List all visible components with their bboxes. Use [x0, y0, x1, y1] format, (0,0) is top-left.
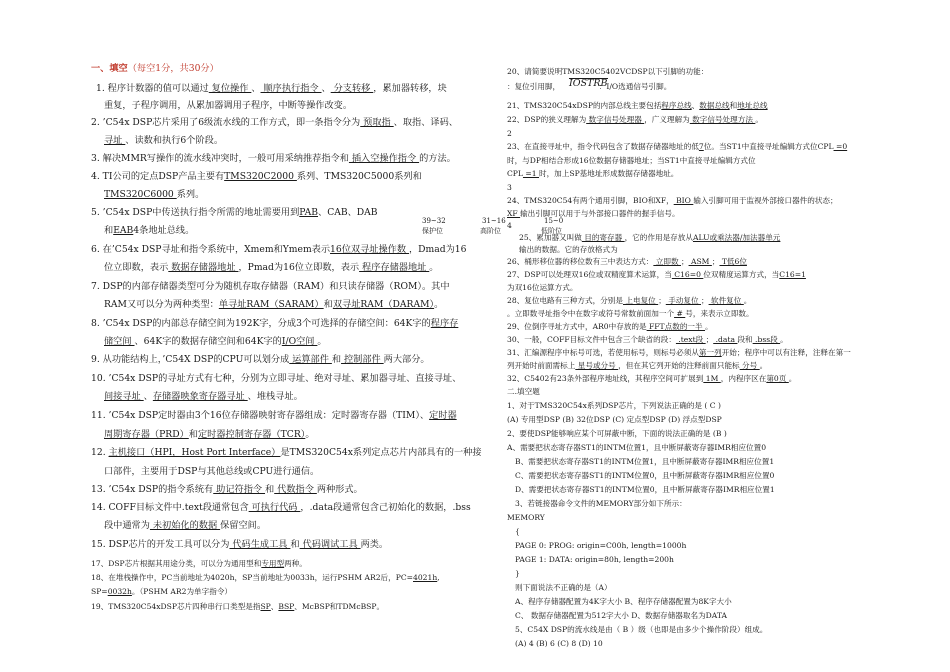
line-text: 28、复位电路有三种方式，分别是: [507, 296, 623, 305]
line-text: 两种。: [284, 559, 307, 568]
question-line: [96, 84, 447, 93]
answer-blank: 分支转移: [330, 83, 374, 94]
answer-blank: 软件复位: [708, 296, 744, 305]
line-text: PAGE 0: PROG: origin=C00h, length=1000h: [515, 541, 687, 550]
line-text: 号，来表示立即数。: [685, 309, 754, 318]
question-line: [507, 323, 713, 331]
question-line: [91, 154, 456, 163]
line-text: 、: [270, 602, 279, 611]
line-text: D、需要把状态寄存器ST1的INTM位置0，且中断屏蔽寄存器IMR相应位置1: [515, 485, 775, 494]
line-text: 。: [788, 374, 797, 383]
question-line: [507, 157, 756, 165]
question-line: [507, 170, 678, 178]
question-line: [515, 556, 674, 564]
question-line: [515, 486, 775, 494]
question-line: [507, 416, 722, 424]
bit-range-label: 15~0: [544, 217, 564, 225]
line-text: 。: [317, 336, 327, 347]
line-text: RAM又可以分为两种类型：: [104, 299, 219, 310]
bit-range-label: 高阶位: [480, 227, 501, 235]
answer-blank: 代码调试工具: [299, 539, 361, 550]
line-text: 10. ’C54x DSP的寻址方式有七种，分别为立即寻址、绝对寻址、累加器寻址、直接寻址、: [91, 373, 462, 384]
question-line: [515, 640, 603, 648]
question-line: [507, 362, 767, 370]
question-line: [91, 560, 307, 568]
answer-blank: 程序总线: [661, 101, 692, 110]
line-text: 20、请简要说明TMS320C5402VCDSP以下引脚的功能：: [507, 67, 709, 76]
line-text: 系列。: [176, 189, 205, 200]
answer-blank: .bss段: [752, 335, 781, 344]
line-text: (A) 4 (B) 6 (C) 8 (D) 10: [515, 639, 603, 648]
line-text: 23、在直接寻址中，指令代码包含了数据存储器地址的低: [507, 142, 699, 151]
question-line: [91, 603, 384, 611]
line-text: 。立即数寻址指令中在数字或符号常数前面加一个: [507, 309, 675, 318]
answer-blank: 助记符指令: [213, 484, 266, 495]
answer-blank: BSP: [278, 602, 295, 611]
question-line: [104, 136, 223, 145]
line-text: ，.data段通常包含己初始化的数据，.bss: [300, 502, 471, 513]
answer-blank: 数据总线: [699, 101, 730, 110]
line-text: 29、位倒序寻址方式中，AR0中存放的是: [507, 322, 647, 331]
line-text: ，它的作用是存放从: [624, 233, 693, 242]
answer-blank: 可执行代码: [248, 502, 301, 513]
line-text: ；: [705, 335, 714, 344]
answer-blank: ASM: [688, 257, 712, 266]
line-text: 3、若链接器命令文件的MEMORY部分如下所示：: [515, 499, 687, 508]
line-text: 12.: [91, 447, 109, 458]
question-line: [515, 500, 687, 508]
line-text: B、需要把状态寄存器ST1的INTM位置1，且中断屏蔽寄存器IMR相应位置1: [515, 457, 775, 466]
answer-blank: .data: [713, 335, 738, 344]
answer-blank: 数字信号处理器: [586, 115, 645, 124]
line-text: 24、TMS320C54有两个通用引脚，BIO和XF，: [507, 196, 674, 205]
answer-blank: 代数指令: [274, 484, 317, 495]
section-heading: [91, 64, 219, 73]
line-text: ：I/O选通信号引脚。: [598, 82, 672, 91]
line-text: 。: [429, 262, 439, 273]
line-text: 5. ’C54x DSP中传送执行指令所需的地址需要用到: [91, 207, 300, 218]
answer-blank: 未初始化的数据: [149, 520, 221, 531]
answer-blank: 目的寄存器: [581, 233, 625, 242]
line-text: 7. DSP的内部存储器类型可分为随机存取存储器（RAM）和只读存储器（ROM）。其中: [91, 281, 450, 292]
line-text: 重复，子程序调用，从累加器调用子程序，中断等操作改变。: [104, 100, 353, 111]
question-line: [91, 503, 471, 512]
question-line: [515, 598, 732, 606]
question-line: [91, 485, 363, 494]
bit-range-label: 低阶位: [541, 227, 562, 235]
answer-blank: TMS320C2000: [224, 171, 297, 182]
answer-blank: 运算部件: [289, 354, 332, 365]
question-line: [515, 472, 774, 480]
line-text: 、读数和执行6个阶段。: [125, 135, 224, 146]
line-text: 31、汇编源程序中标号可选，若使用标号，则标号必须从: [507, 348, 699, 357]
question-line: [507, 210, 680, 218]
line-text: {: [515, 527, 520, 536]
question-line: [104, 300, 443, 309]
question-line: [104, 521, 266, 530]
line-text: 3: [507, 183, 512, 192]
line-text: 2: [507, 129, 512, 138]
line-text: 。: [305, 429, 315, 440]
line-text: 9. 从功能结构上，’C54X DSP的CPU可以划分成: [91, 354, 290, 365]
line-text: C、需要把状态寄存器ST1的INTM位置0，且中断屏蔽寄存器IMR相应位置0: [515, 471, 775, 480]
answer-blank: 专用型: [261, 559, 285, 568]
question-line: [507, 402, 721, 410]
answer-blank: 间接寻址: [104, 391, 144, 402]
question-line: [507, 444, 766, 452]
heading-title: 一、填空: [91, 63, 128, 74]
answer-blank: XF: [507, 209, 521, 218]
question-line: [104, 430, 315, 439]
question-line: [91, 411, 457, 420]
answer-blank: 单寻址RAM（SARAM）: [218, 299, 324, 310]
line-text: 。: [743, 296, 752, 305]
question-line: [507, 284, 577, 292]
answer-blank: =1: [522, 169, 539, 178]
line-text: 、: [143, 391, 153, 402]
question-line: [519, 234, 780, 242]
line-text: ；: [700, 296, 709, 305]
question-line: [507, 336, 788, 344]
line-text: 时，与DP相结合形成16位数据存储器地址；当ST1中直接寻址编辑方式位: [507, 156, 756, 165]
question-line: [507, 143, 847, 151]
answer-blank: TMS320C6000: [104, 189, 177, 200]
line-text: 2、要使DSP能够响应某个可屏蔽中断，下面的说法正确的是 (B ): [507, 429, 727, 438]
line-text: 位。当ST1中直接寻址编辑方式位CPL: [703, 142, 834, 151]
answer-blank: BIO: [673, 196, 694, 205]
question-line: [515, 542, 686, 550]
line-text: A、程序存储器配置为4K字大小 B、程序存储器配置为8K字大小: [515, 597, 732, 606]
line-text: ，广义理解为: [644, 115, 690, 124]
line-text: 5、C54X DSP的流水线是由（ B ）级（也即是由多少个操作阶段）组成。: [515, 625, 768, 634]
iostrb-signal-label: IOSTRB: [569, 78, 608, 89]
answer-blank: C16=0: [671, 270, 704, 279]
line-text: 15. DSP芯片的开发工具可以分为: [91, 539, 230, 550]
question-line: [515, 528, 520, 536]
line-text: 和: [290, 539, 300, 550]
answer-blank: 定时器控制寄存器（TCR）: [197, 429, 306, 440]
answer-blank: 4021h: [413, 573, 438, 582]
question-line: [104, 392, 303, 401]
line-text: 、: [251, 83, 261, 94]
line-text: ；: [680, 257, 689, 266]
line-text: ；: [658, 296, 666, 305]
line-text: (A) 专用型DSP (B) 32位DSP (C) 定点型DSP (D) 浮点型DSP: [507, 415, 722, 424]
question-line: [507, 197, 838, 205]
line-text: 保留空间。: [220, 520, 267, 531]
line-text: 列开始时前面需标上: [507, 361, 576, 370]
line-text: 输出的数据。它的存放格式为: [519, 245, 618, 254]
line-text: 、CAB、DAB: [318, 207, 378, 218]
answer-blank: C16=1: [779, 270, 806, 279]
question-line: [507, 349, 851, 357]
line-text: 27、DSP可以处理双16位或双精度算术运算，当: [507, 270, 672, 279]
line-text: ,: [437, 573, 440, 582]
answer-blank: 寻址: [104, 135, 126, 146]
answer-blank: I/O空间: [281, 336, 318, 347]
answer-blank: 7: [698, 142, 704, 151]
question-line: [104, 101, 352, 110]
question-line: [91, 245, 467, 254]
answer-blank: 储空间: [104, 336, 135, 347]
answer-blank: #: [674, 309, 686, 318]
line-text: }: [515, 569, 520, 578]
line-text: 是TMS320C54x系列定点芯片内部具有的一种接: [280, 447, 482, 458]
line-text: 开始；程序中可以有注释，注释在第一: [721, 348, 851, 357]
line-text: 3. 解决MMR写操作的流水线冲突时，一般可用采纳推荐指令和: [91, 153, 349, 164]
line-text: 。（PSHM AR2为单字指令）: [131, 587, 233, 596]
answer-blank: 手动复位: [665, 296, 701, 305]
answer-blank: =0: [833, 142, 848, 151]
answer-blank: 第0页: [766, 374, 789, 383]
line-text: 。: [705, 322, 713, 331]
answer-blank: 周期寄存器（PRD）: [104, 429, 189, 440]
line-text: 口部件，主要用于DSP与其他总线或CPU进行通信。: [104, 466, 320, 477]
line-text: 。: [759, 361, 768, 370]
line-text: ，Pmad为16位立即数，表示: [238, 262, 360, 273]
line-text: 14. COFF目标文件中.text段通常包含: [91, 502, 249, 513]
line-text: 21、TMS320C54xDSP的内部总线主要包括: [507, 101, 662, 110]
line-text: 时，加上SP基地址形成数据存储器地址。: [539, 169, 679, 178]
line-text: 18、在堆栈操作中，PC当前地址为4020h，SP当前地址为0033h，运行PSHM AR2后，PC=: [91, 573, 414, 582]
answer-blank: 程序存储器地址: [359, 262, 430, 273]
line-text: 。: [755, 115, 763, 124]
question-line: [507, 271, 806, 279]
line-text: 输出引脚可以用于与外部接口器件的握手信号。: [520, 209, 680, 218]
line-text: 。: [434, 299, 444, 310]
question-line: [507, 68, 708, 76]
line-text: 。: [780, 335, 788, 344]
question-line: [91, 448, 482, 457]
answer-blank: 代码生成工具: [229, 539, 291, 550]
question-line: [91, 282, 450, 291]
question-line: [507, 514, 545, 522]
answer-blank: 主机接口（HPI，Host Port Interface）: [108, 447, 281, 458]
answer-blank: 0032h: [107, 587, 132, 596]
line-text: 19、TMS320C54xDSP芯片四种串行口类型是指: [91, 602, 261, 611]
question-line: [91, 540, 388, 549]
line-text: 、McBSP和TDMcBSP。: [294, 602, 385, 611]
question-line: [507, 375, 796, 383]
bit-range-label: 31~16: [482, 217, 506, 225]
line-text: 32、C5402有23条外部程序地址线，其程序空间可扩展到: [507, 374, 704, 383]
answer-blank: 插入空操作指令: [348, 153, 420, 164]
line-text: ，但在其它列开始的注释前面只能标: [618, 361, 740, 370]
line-text: ，Dmad为16: [408, 244, 467, 255]
answer-blank: 顺序执行指令: [260, 83, 322, 94]
line-text: ；: [711, 257, 720, 266]
line-text: 17、DSP芯片根据其用途分类，可以分为通用型和: [91, 559, 262, 568]
line-text: ，内程序区在: [720, 374, 767, 383]
line-text: 和: [729, 101, 738, 110]
line-text: 26、桶形移位器的移位数有三中表达方式：: [507, 257, 654, 266]
answer-blank: T低6位: [719, 257, 747, 266]
line-text: 为双16位运算方式。: [507, 283, 578, 292]
line-text: 二.填空题: [507, 387, 540, 396]
line-text: 25、累加器又叫做: [519, 233, 582, 242]
answer-blank: 1M: [703, 374, 721, 383]
answer-blank: PAB: [299, 207, 319, 218]
line-text: MEMORY: [507, 513, 545, 522]
question-line: [507, 430, 727, 438]
line-text: 和: [265, 484, 275, 495]
question-line: [91, 588, 232, 596]
question-line: [507, 116, 763, 124]
question-line: [507, 310, 754, 318]
heading-note: （每空1分，共30分）: [127, 63, 219, 74]
line-text: 13. ’C54x DSP的指令系统有: [91, 484, 214, 495]
line-text: 、堆栈寻址。: [247, 391, 303, 402]
line-text: 22、DSP的狭义理解为: [507, 115, 587, 124]
line-text: A、需要把状态寄存器ST1的INTM位置1，且中断屏蔽寄存器IMR相应位置0: [507, 443, 767, 452]
line-text: 6. 在’C54x DSP寻址和指令系统中，Xmem和Ymem表示: [91, 244, 331, 255]
question-line: [515, 458, 774, 466]
question-line: [91, 118, 458, 127]
answer-blank: ALU或乘法器/加法器单元: [692, 233, 781, 242]
question-line: [507, 222, 512, 230]
question-line: [91, 172, 422, 181]
line-text: ：复位引用脚，: [507, 82, 561, 91]
line-text: 、: [321, 83, 331, 94]
answer-blank: 程序存: [430, 318, 459, 329]
answer-blank: 第一列: [698, 348, 722, 357]
answer-blank: 16位双寻址操作数: [330, 244, 409, 255]
answer-blank: .text段: [675, 335, 706, 344]
question-line: [104, 190, 204, 199]
line-text: 则下面说法不正确的是（A）: [515, 583, 612, 592]
line-text: 和: [331, 354, 342, 365]
question-line: [507, 297, 751, 305]
line-text: 段和: [737, 335, 753, 344]
answer-blank: 控制部件: [341, 354, 384, 365]
answer-blank: EAB: [113, 225, 134, 236]
answer-blank: 预取指: [360, 117, 394, 128]
line-text: 11. ’C54x DSP定时器由3个16位存储器映射寄存器组成：定时器寄存器（TIM）、: [91, 410, 430, 421]
answer-blank: 复位操作: [208, 83, 252, 94]
line-text: 2. ’C54x DSP芯片采用了6级流水线的工作方式，即一条指令分为: [91, 117, 361, 128]
line-text: 、取指、译码、: [393, 117, 458, 128]
line-text: 位立即数，表示: [104, 262, 169, 273]
question-line: [507, 184, 512, 192]
question-line: [515, 626, 767, 634]
answer-blank: 立即数: [653, 257, 681, 266]
line-text: 和: [104, 225, 114, 236]
line-text: 的方法。: [419, 153, 456, 164]
line-text: 和: [188, 429, 198, 440]
line-text: 1、对于TMS320C54x系列DSP芯片，下列说法正确的是 ( C ): [507, 401, 721, 410]
line-text: 两类。: [360, 539, 389, 550]
line-text: C、 数据存储器配置为512字大小 D、数据存储器取名为DATA: [515, 611, 727, 620]
question-line: [91, 574, 440, 582]
bit-range-label: 39~32: [422, 217, 446, 225]
answer-blank: 存储器映象寄存器寻址: [152, 391, 248, 402]
answer-blank: 双寻址RAM（DARAM）: [332, 299, 435, 310]
bit-range-label: 保护位: [422, 227, 443, 235]
question-line: [91, 355, 430, 364]
answer-blank: 分号: [739, 361, 760, 370]
question-line: [104, 263, 438, 272]
line-text: 1. 程序计数器的值可以通过: [96, 83, 209, 94]
question-line: [507, 130, 512, 138]
question-line: [104, 467, 319, 476]
question-line: [91, 208, 378, 217]
question-line: [515, 612, 727, 620]
line-text: 段中通常为: [104, 520, 150, 531]
question-line: [507, 388, 540, 396]
answer-blank: SP: [260, 602, 271, 611]
question-line: [507, 102, 768, 110]
question-line: [104, 337, 327, 346]
question-line: [91, 319, 458, 328]
question-line: [507, 258, 747, 266]
line-text: PAGE 1: DATA: origin=80h, length=200h: [515, 555, 674, 564]
line-text: 、64K字的数据存储空间和64K字的: [134, 336, 282, 347]
line-text: CPL: [507, 169, 523, 178]
line-text: ，累加器转移，块: [373, 83, 447, 94]
line-text: 30、一般，COFF目标文件中包含三个缺省的段：: [507, 335, 676, 344]
line-text: 位双精度运算方式，当: [703, 270, 780, 279]
answer-blank: 星号或分号: [575, 361, 619, 370]
line-text: SP=: [91, 587, 108, 596]
question-line: [519, 246, 618, 254]
line-text: 8. ’C54x DSP的内部总存储空间为192K字，分成3个可选择的存储空间：64K字的: [91, 318, 431, 329]
question-line: [104, 226, 194, 235]
line-text: 4: [507, 221, 512, 230]
line-text: 、: [691, 101, 700, 110]
answer-blank: 上电复位: [622, 296, 659, 305]
answer-blank: 定时器: [429, 410, 457, 421]
line-text: 输入引脚可用于监视外部接口器件的状态；: [693, 196, 838, 205]
answer-blank: 数字信号处理方法: [689, 115, 756, 124]
answer-blank: FFT点数的一半: [646, 322, 706, 331]
question-line: [515, 584, 612, 592]
answer-blank: 数据存储器地址: [168, 262, 239, 273]
line-text: 4条地址总线。: [133, 225, 195, 236]
line-text: 和: [323, 299, 333, 310]
line-text: 两大部分。: [383, 354, 430, 365]
question-line: [515, 570, 520, 578]
line-text: 4. TI公司的定点DSP产品主要有: [91, 171, 225, 182]
answer-blank: 地址总线: [737, 101, 768, 110]
line-text: 系列、TMS320C5000系列和: [296, 171, 422, 182]
line-text: 两种形式。: [316, 484, 363, 495]
question-line: [91, 374, 461, 383]
